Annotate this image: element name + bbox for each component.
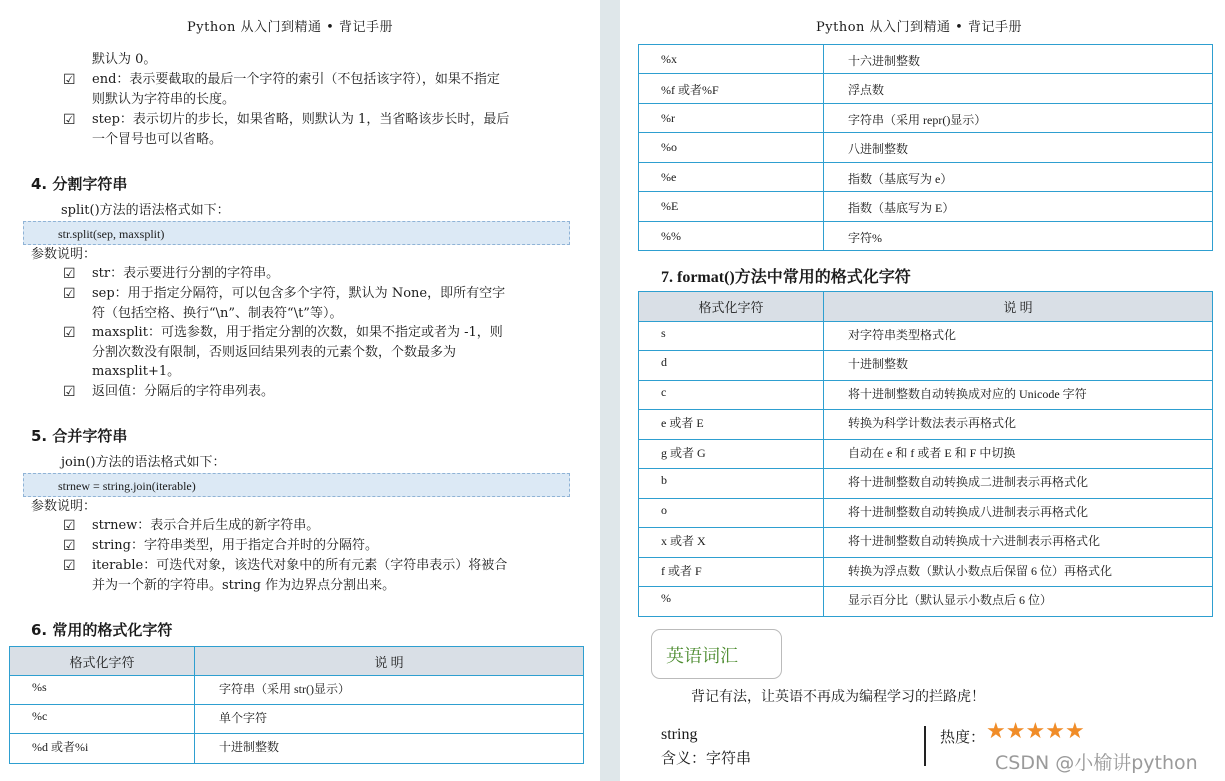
table-row [639,163,1213,192]
table-cell: 将十进制整数自动转换成八进制表示再格式化 [824,499,1213,528]
table-cell: 将十进制整数自动转换成对应的 Unicode 字符 [824,381,1213,410]
table-cell: %f 或者%F [639,74,824,104]
table-cell: %r [639,104,824,133]
table-row [639,410,1213,440]
checkbox-icon: ☑ [63,112,76,128]
table-row [639,351,1213,381]
table-row [639,45,1213,74]
table-cell: % [639,587,824,617]
table-row [639,528,1213,558]
table-row [639,587,1213,617]
list-item-line: 符（包括空格、换行“\n”、制表符“\t”等）。 [92,305,343,321]
format-table [9,646,584,764]
table-cell: 十进制整数 [195,734,584,764]
vocab-divider [924,726,926,766]
table-row [639,499,1213,528]
table-cell: 自动在 e 和 f 或者 E 和 F 中切换 [824,440,1213,469]
table-row [10,676,584,705]
table-header-row [639,292,1213,322]
table-cell: s [639,322,824,351]
code-block: str.split(sep, maxsplit) [23,221,570,245]
list-item-line: maxsplit+1。 [92,364,181,379]
table-header-row [10,647,584,676]
table-cell: e 或者 E [639,410,824,440]
table-cell: 将十进制整数自动转换成二进制表示再格式化 [824,469,1213,499]
table-cell: 转换为浮点数（默认小数点后保留 6 位）再格式化 [824,558,1213,587]
table-cell: g 或者 G [639,440,824,469]
page-header: Python 从入门到精通 • 背记手册 [816,20,1022,35]
vocab-tagline: 背记有法，让英语不再成为编程学习的拦路虎！ [691,689,985,705]
column-header: 说 明 [824,292,1213,322]
checkbox-icon: ☑ [63,325,76,341]
star-icon: ★ [1064,719,1085,744]
section-heading: 5. 合并字符串 [31,427,128,445]
list-item: strnew：表示合并后生成的新字符串。 [92,518,320,533]
table-row [639,381,1213,410]
table-row [639,104,1213,133]
table-cell: 字符% [824,222,1213,251]
table-row [639,74,1213,104]
table-cell: d [639,351,824,381]
star-icon: ★ [986,719,1006,744]
table-cell: 将十进制整数自动转换成十六进制表示再格式化 [824,528,1213,558]
table-cell: %e [639,163,824,192]
list-item: 返回值：分隔后的字符串列表。 [92,384,275,399]
vocab-title: 英语词汇 [666,646,738,667]
table-cell: %s [10,676,195,705]
column-header: 格式化字符 [639,292,824,322]
table-cell: x 或者 X [639,528,824,558]
table-cell: 八进制整数 [824,133,1213,163]
column-header: 说 明 [195,647,584,676]
list-item [92,323,503,382]
star-icon: ★ [1045,719,1065,744]
section-intro: join()方法的语法格式如下： [61,455,226,470]
list-item-line: end：表示要截取的最后一个字符的索引（不包括该字符），如果不指定 [92,72,500,87]
table-row [10,705,584,734]
heat-label: 热度： [940,728,986,746]
table-cell: 十六进制整数 [824,45,1213,74]
watermark: CSDN @小榆讲python [995,752,1198,774]
table-row [639,322,1213,351]
params-label: 参数说明： [31,499,97,514]
table-cell: %c [10,705,195,734]
paragraph-line: 默认为 0。 [92,52,157,67]
table-cell: 指数（基底写为 E） [824,192,1213,222]
table-cell: %d 或者%i [10,734,195,764]
table-cell: %E [639,192,824,222]
table-cell: 对字符串类型格式化 [824,322,1213,351]
heat-rating [986,719,1085,744]
page-gutter [600,0,620,781]
table-cell: %x [639,45,824,74]
vocab-meaning: 含义：字符串 [661,749,752,767]
table-cell: %% [639,222,824,251]
list-item [92,284,505,323]
table-cell: 十进制整数 [824,351,1213,381]
checkbox-icon: ☑ [63,518,76,534]
list-item [92,556,507,595]
list-item: str：表示要进行分割的字符串。 [92,266,280,281]
format-method-table [638,291,1213,617]
table-cell: 字符串（采用 str()显示） [195,676,584,705]
column-header: 格式化字符 [10,647,195,676]
format-table-continued [638,44,1213,251]
star-icon: ★ [1005,719,1026,744]
left-page [0,0,600,781]
checkbox-icon: ☑ [63,266,76,282]
list-item [92,110,509,149]
table-row [639,469,1213,499]
table-cell: 浮点数 [824,74,1213,104]
checkbox-icon: ☑ [63,384,76,400]
checkbox-icon: ☑ [63,286,76,302]
section-intro: split()方法的语法格式如下： [61,203,230,218]
table-cell: c [639,381,824,410]
list-item: string：字符串类型，用于指定合并时的分隔符。 [92,538,378,553]
list-item-line: iterable：可迭代对象，该迭代对象中的所有元素（字符串表示）将被合 [92,558,508,573]
table-row [639,440,1213,469]
section-heading: 7. format()方法中常用的格式化字符 [661,269,911,286]
page-header: Python 从入门到精通 • 背记手册 [187,20,393,35]
right-page [620,0,1225,781]
vocab-word: string [661,726,698,743]
section-heading: 6. 常用的格式化字符 [31,621,173,639]
list-item-line: 一个冒号也可以省略。 [92,131,223,147]
table-row [639,133,1213,163]
table-cell: 显示百分比（默认显示小数点后 6 位） [824,587,1213,617]
table-row [639,222,1213,251]
list-item-line: 并为一个新的字符串。string 作为边界点分割出来。 [92,577,396,593]
table-cell: 字符串（采用 repr()显示） [824,104,1213,133]
list-item-line: sep：用于指定分隔符，可以包含多个字符，默认为 None，即所有空字 [92,286,506,301]
table-cell: 转换为科学计数法表示再格式化 [824,410,1213,440]
list-item-line: 则默认为字符串的长度。 [92,91,236,107]
vocab-title-box [651,629,782,679]
params-label: 参数说明： [31,247,97,262]
checkbox-icon: ☑ [63,558,76,574]
checkbox-icon: ☑ [63,72,76,88]
table-cell: %o [639,133,824,163]
table-row [10,734,584,764]
checkbox-icon: ☑ [63,538,76,554]
table-row [639,558,1213,587]
table-row [639,192,1213,222]
table-cell: b [639,469,824,499]
star-icon: ★ [1025,719,1046,744]
table-cell: f 或者 F [639,558,824,587]
section-heading: 4. 分割字符串 [31,175,128,193]
list-item [92,70,500,109]
list-item-line: maxsplit：可选参数，用于指定分割的次数，如果不指定或者为 -1，则 [92,325,503,340]
code-block: strnew = string.join(iterable) [23,473,570,497]
list-item-line: step：表示切片的步长，如果省略，则默认为 1，当省略该步长时，最后 [92,112,510,127]
table-cell: o [639,499,824,528]
list-item-line: 分割次数没有限制，否则返回结果列表的元素个数，个数最多为 [92,344,457,360]
table-cell: 指数（基底写为 e） [824,163,1213,192]
table-cell: 单个字符 [195,705,584,734]
